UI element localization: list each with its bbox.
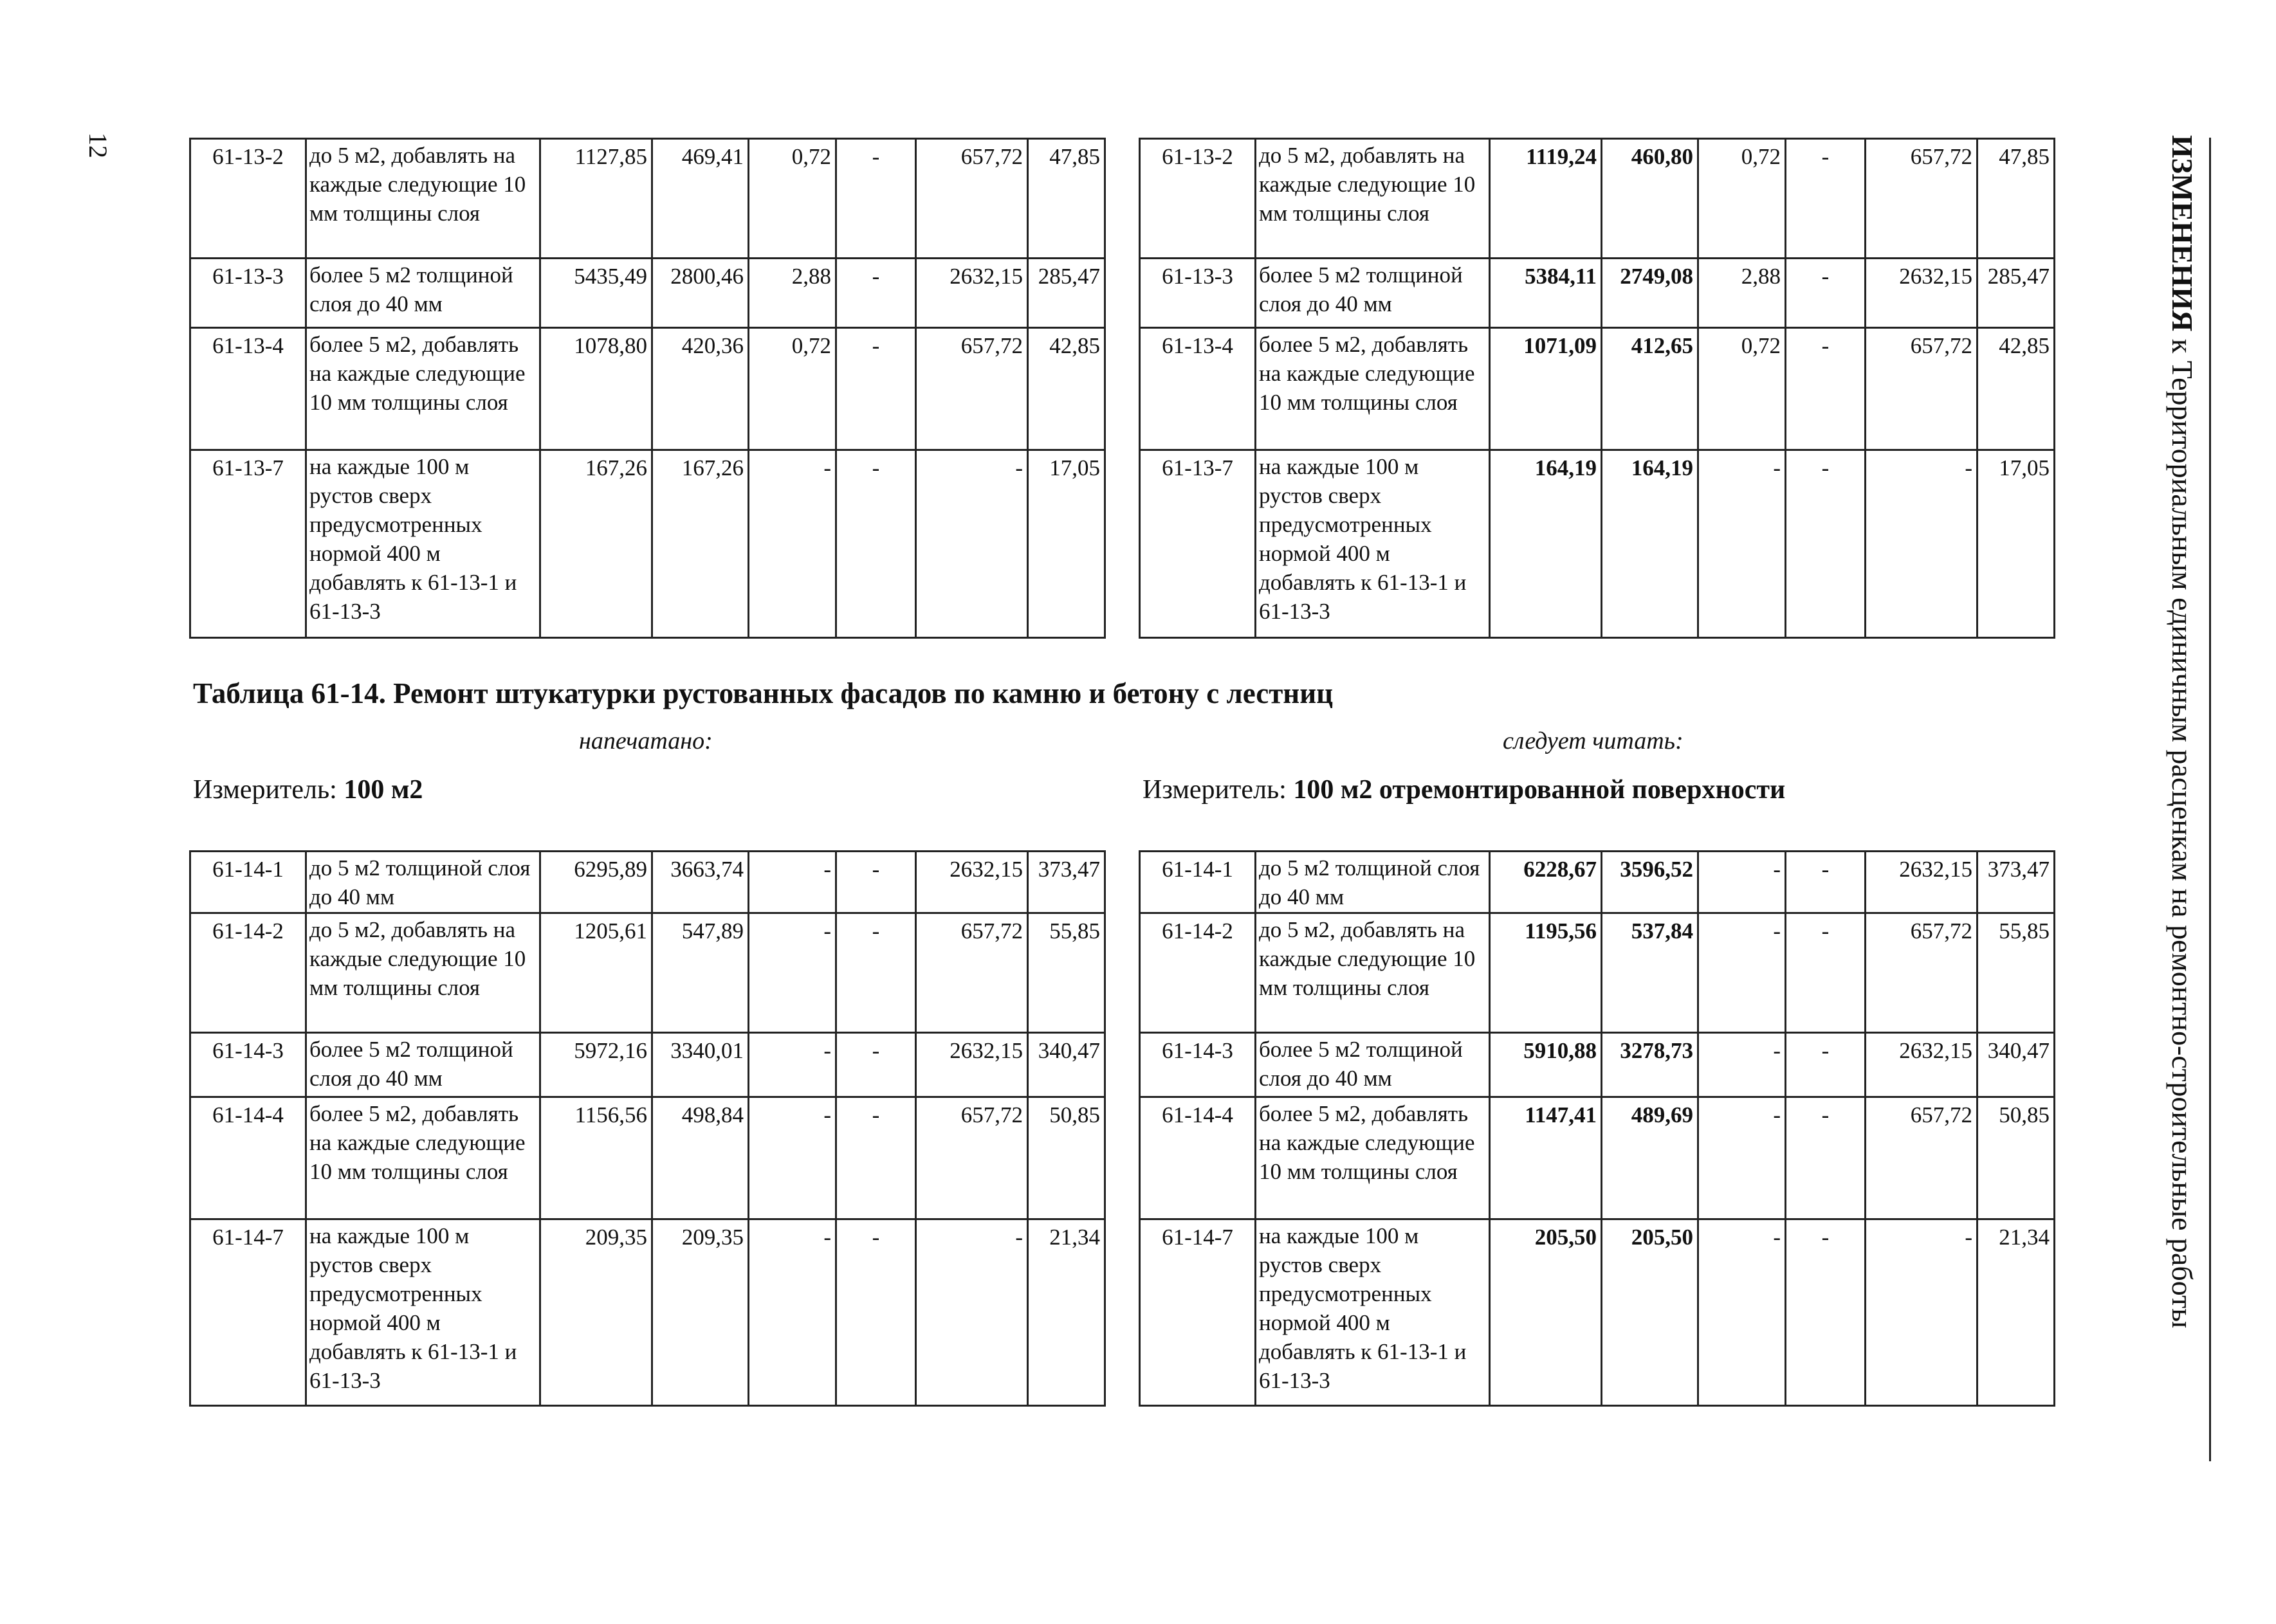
cell-desc: более 5 м2 толщиной слоя до 40 мм <box>306 1033 540 1097</box>
printed-caption: напечатано: <box>579 727 713 754</box>
table-row <box>1140 1033 2055 1097</box>
cell-v2: 460,80 <box>1602 139 1698 259</box>
cell-v4: - <box>1786 1097 1866 1219</box>
cell-v3: - <box>749 1033 836 1097</box>
cell-v1: 1195,56 <box>1490 913 1602 1033</box>
cell-v2: 2749,08 <box>1602 259 1698 328</box>
cell-v6: 285,47 <box>1978 259 2055 328</box>
cell-v2: 3278,73 <box>1602 1033 1698 1097</box>
cell-desc: до 5 м2, добавлять на каждые следующие 10 мм толщины слоя <box>1256 913 1490 1033</box>
cell-v5: - <box>916 1219 1028 1406</box>
cell-v2: 167,26 <box>652 450 749 638</box>
cell-v4: - <box>836 1097 916 1219</box>
cell-v5: 657,72 <box>916 913 1028 1033</box>
cell-code: 61-13-2 <box>190 139 306 259</box>
cell-v1: 1147,41 <box>1490 1097 1602 1219</box>
meter-label: Измеритель: <box>1143 775 1294 805</box>
cell-v2: 489,69 <box>1602 1097 1698 1219</box>
running-header <box>2165 135 2199 1328</box>
cell-v3: - <box>1698 450 1786 638</box>
cell-v1: 164,19 <box>1490 450 1602 638</box>
cell-v5: 657,72 <box>1866 913 1978 1033</box>
cell-v6: 42,85 <box>1978 328 2055 450</box>
cell-desc: более 5 м2 толщиной слоя до 40 мм <box>1256 259 1490 328</box>
cell-v2: 3596,52 <box>1602 852 1698 913</box>
cell-v6: 47,85 <box>1028 139 1105 259</box>
cell-v6: 55,85 <box>1978 913 2055 1033</box>
cell-desc: более 5 м2 толщиной слоя до 40 мм <box>306 259 540 328</box>
cell-v4: - <box>1786 913 1866 1033</box>
page-number: 12 <box>84 132 113 158</box>
cell-code: 61-14-2 <box>190 913 306 1033</box>
cell-code: 61-14-1 <box>190 852 306 913</box>
cell-v3: - <box>749 913 836 1033</box>
cell-v1: 209,35 <box>540 1219 652 1406</box>
cell-v4: - <box>1786 1219 1866 1406</box>
cell-v5: - <box>916 450 1028 638</box>
cell-v3: 0,72 <box>749 328 836 450</box>
table-61-14-printed <box>189 850 1106 1407</box>
cell-v2: 205,50 <box>1602 1219 1698 1406</box>
table-row <box>190 450 1105 638</box>
cell-v5: 2632,15 <box>1866 852 1978 913</box>
cell-v4: - <box>836 328 916 450</box>
table-row <box>1140 139 2055 259</box>
cell-v3: - <box>749 1097 836 1219</box>
cell-v6: 17,05 <box>1028 450 1105 638</box>
cell-v1: 167,26 <box>540 450 652 638</box>
cell-v3: 2,88 <box>749 259 836 328</box>
table-row <box>1140 328 2055 450</box>
cell-desc: более 5 м2, добавлять на каждые следующие 10 мм толщины слоя <box>306 1097 540 1219</box>
cell-v3: - <box>1698 913 1786 1033</box>
cell-v5: 2632,15 <box>916 1033 1028 1097</box>
cell-v5: 657,72 <box>916 139 1028 259</box>
cell-v1: 6295,89 <box>540 852 652 913</box>
cell-v5: 2632,15 <box>1866 259 1978 328</box>
table-row <box>190 328 1105 450</box>
cell-code: 61-14-7 <box>1140 1219 1256 1406</box>
cell-v6: 50,85 <box>1978 1097 2055 1219</box>
cell-v1: 205,50 <box>1490 1219 1602 1406</box>
cell-v3: - <box>1698 1097 1786 1219</box>
cell-v2: 412,65 <box>1602 328 1698 450</box>
cell-code: 61-14-3 <box>190 1033 306 1097</box>
correct-caption: следует читать: <box>1503 727 1684 754</box>
cell-v5: 2632,15 <box>916 852 1028 913</box>
cell-v4: - <box>836 259 916 328</box>
cell-code: 61-14-7 <box>190 1219 306 1406</box>
cell-v6: 21,34 <box>1028 1219 1105 1406</box>
cell-v4: - <box>836 913 916 1033</box>
cell-v5: 657,72 <box>1866 139 1978 259</box>
meter-printed <box>193 774 423 805</box>
table-61-14-correct <box>1139 850 2055 1407</box>
cell-desc: до 5 м2, добавлять на каждые следующие 10 мм толщины слоя <box>306 139 540 259</box>
cell-v1: 1119,24 <box>1490 139 1602 259</box>
cell-v4: - <box>836 450 916 638</box>
cell-v4: - <box>836 139 916 259</box>
table-row <box>190 913 1105 1033</box>
cell-v2: 3340,01 <box>652 1033 749 1097</box>
cell-code: 61-13-3 <box>1140 259 1256 328</box>
cell-v4: - <box>1786 259 1866 328</box>
table-row <box>1140 852 2055 913</box>
cell-v2: 420,36 <box>652 328 749 450</box>
cell-desc: более 5 м2, добавлять на каждые следующие 10 мм толщины слоя <box>306 328 540 450</box>
cell-v5: 657,72 <box>916 328 1028 450</box>
cell-desc: на каждые 100 м рустов сверх предусмотренных нормой 400 м добавлять к 61-13-1 и 61-13-3 <box>1256 450 1490 638</box>
cell-v5: 657,72 <box>916 1097 1028 1219</box>
cell-v6: 47,85 <box>1978 139 2055 259</box>
cell-v4: - <box>836 1033 916 1097</box>
cell-code: 61-14-2 <box>1140 913 1256 1033</box>
table-row <box>190 852 1105 913</box>
cell-v1: 6228,67 <box>1490 852 1602 913</box>
cell-v5: 2632,15 <box>916 259 1028 328</box>
meter-correct <box>1143 774 1785 805</box>
cell-code: 61-13-4 <box>1140 328 1256 450</box>
table-row <box>1140 913 2055 1033</box>
cell-v1: 1078,80 <box>540 328 652 450</box>
table-row <box>1140 1097 2055 1219</box>
cell-code: 61-13-7 <box>190 450 306 638</box>
table-row <box>190 1219 1105 1406</box>
table-row <box>1140 259 2055 328</box>
cell-desc: на каждые 100 м рустов сверх предусмотренных нормой 400 м добавлять к 61-13-1 и 61-13-3 <box>306 450 540 638</box>
header-rule <box>2209 138 2211 1461</box>
cell-v4: - <box>1786 450 1866 638</box>
table-row <box>190 1033 1105 1097</box>
cell-v1: 5435,49 <box>540 259 652 328</box>
cell-v2: 469,41 <box>652 139 749 259</box>
cell-v3: 2,88 <box>1698 259 1786 328</box>
table-row <box>1140 1219 2055 1406</box>
cell-desc: на каждые 100 м рустов сверх предусмотренных нормой 400 м добавлять к 61-13-1 и 61-13-3 <box>306 1219 540 1406</box>
cell-desc: более 5 м2 толщиной слоя до 40 мм <box>1256 1033 1490 1097</box>
cell-v2: 547,89 <box>652 913 749 1033</box>
cell-v4: - <box>1786 328 1866 450</box>
cell-code: 61-14-4 <box>190 1097 306 1219</box>
cell-v5: 657,72 <box>1866 328 1978 450</box>
cell-v2: 2800,46 <box>652 259 749 328</box>
cell-v4: - <box>836 1219 916 1406</box>
cell-v6: 373,47 <box>1028 852 1105 913</box>
cell-v5: 657,72 <box>1866 1097 1978 1219</box>
cell-code: 61-13-7 <box>1140 450 1256 638</box>
cell-v3: - <box>749 1219 836 1406</box>
cell-v2: 498,84 <box>652 1097 749 1219</box>
running-header-bold: ИЗМЕНЕНИЯ <box>2166 135 2199 332</box>
cell-v4: - <box>1786 139 1866 259</box>
cell-v3: - <box>1698 852 1786 913</box>
cell-v5: - <box>1866 450 1978 638</box>
running-header-text: к Территориальным единичным расценкам на ремонтно-строительные работы <box>2166 331 2199 1329</box>
cell-v4: - <box>1786 1033 1866 1097</box>
cell-v6: 340,47 <box>1028 1033 1105 1097</box>
cell-v6: 373,47 <box>1978 852 2055 913</box>
cell-v6: 340,47 <box>1978 1033 2055 1097</box>
cell-v3: - <box>749 450 836 638</box>
cell-code: 61-13-4 <box>190 328 306 450</box>
cell-v3: - <box>749 852 836 913</box>
table-row <box>190 259 1105 328</box>
cell-desc: до 5 м2 толщиной слоя до 40 мм <box>1256 852 1490 913</box>
cell-v3: 0,72 <box>1698 328 1786 450</box>
cell-v2: 209,35 <box>652 1219 749 1406</box>
cell-v3: 0,72 <box>1698 139 1786 259</box>
table-row <box>190 139 1105 259</box>
table-61-13-correct <box>1139 138 2055 639</box>
cell-desc: на каждые 100 м рустов сверх предусмотренных нормой 400 м добавлять к 61-13-1 и 61-13-3 <box>1256 1219 1490 1406</box>
cell-code: 61-14-4 <box>1140 1097 1256 1219</box>
cell-v4: - <box>1786 852 1866 913</box>
cell-desc: до 5 м2 толщиной слоя до 40 мм <box>306 852 540 913</box>
cell-v2: 3663,74 <box>652 852 749 913</box>
cell-code: 61-14-3 <box>1140 1033 1256 1097</box>
cell-code: 61-13-3 <box>190 259 306 328</box>
cell-desc: до 5 м2, добавлять на каждые следующие 10 мм толщины слоя <box>306 913 540 1033</box>
cell-v6: 55,85 <box>1028 913 1105 1033</box>
cell-v6: 42,85 <box>1028 328 1105 450</box>
cell-v6: 50,85 <box>1028 1097 1105 1219</box>
cell-v3: 0,72 <box>749 139 836 259</box>
cell-v6: 17,05 <box>1978 450 2055 638</box>
meter-value: 100 м2 отремонтированной поверхности <box>1293 775 1786 805</box>
cell-v3: - <box>1698 1219 1786 1406</box>
table-row <box>1140 450 2055 638</box>
meter-label: Измеритель: <box>193 775 344 805</box>
cell-desc: более 5 м2, добавлять на каждые следующие 10 мм толщины слоя <box>1256 1097 1490 1219</box>
cell-v1: 1071,09 <box>1490 328 1602 450</box>
cell-v5: 2632,15 <box>1866 1033 1978 1097</box>
cell-v4: - <box>836 852 916 913</box>
cell-v1: 5384,11 <box>1490 259 1602 328</box>
cell-v6: 21,34 <box>1978 1219 2055 1406</box>
table-title: Таблица 61-14. Ремонт штукатурки рустованных фасадов по камню и бетону с лестниц <box>193 677 1334 709</box>
meter-value: 100 м2 <box>344 775 423 805</box>
cell-v1: 5910,88 <box>1490 1033 1602 1097</box>
cell-desc: более 5 м2, добавлять на каждые следующие 10 мм толщины слоя <box>1256 328 1490 450</box>
table-61-13-printed <box>189 138 1106 639</box>
cell-v3: - <box>1698 1033 1786 1097</box>
cell-v1: 1127,85 <box>540 139 652 259</box>
table-row <box>190 1097 1105 1219</box>
cell-code: 61-13-2 <box>1140 139 1256 259</box>
cell-v6: 285,47 <box>1028 259 1105 328</box>
cell-v5: - <box>1866 1219 1978 1406</box>
cell-v2: 164,19 <box>1602 450 1698 638</box>
cell-v2: 537,84 <box>1602 913 1698 1033</box>
cell-code: 61-14-1 <box>1140 852 1256 913</box>
cell-desc: до 5 м2, добавлять на каждые следующие 10 мм толщины слоя <box>1256 139 1490 259</box>
cell-v1: 1205,61 <box>540 913 652 1033</box>
cell-v1: 5972,16 <box>540 1033 652 1097</box>
cell-v1: 1156,56 <box>540 1097 652 1219</box>
